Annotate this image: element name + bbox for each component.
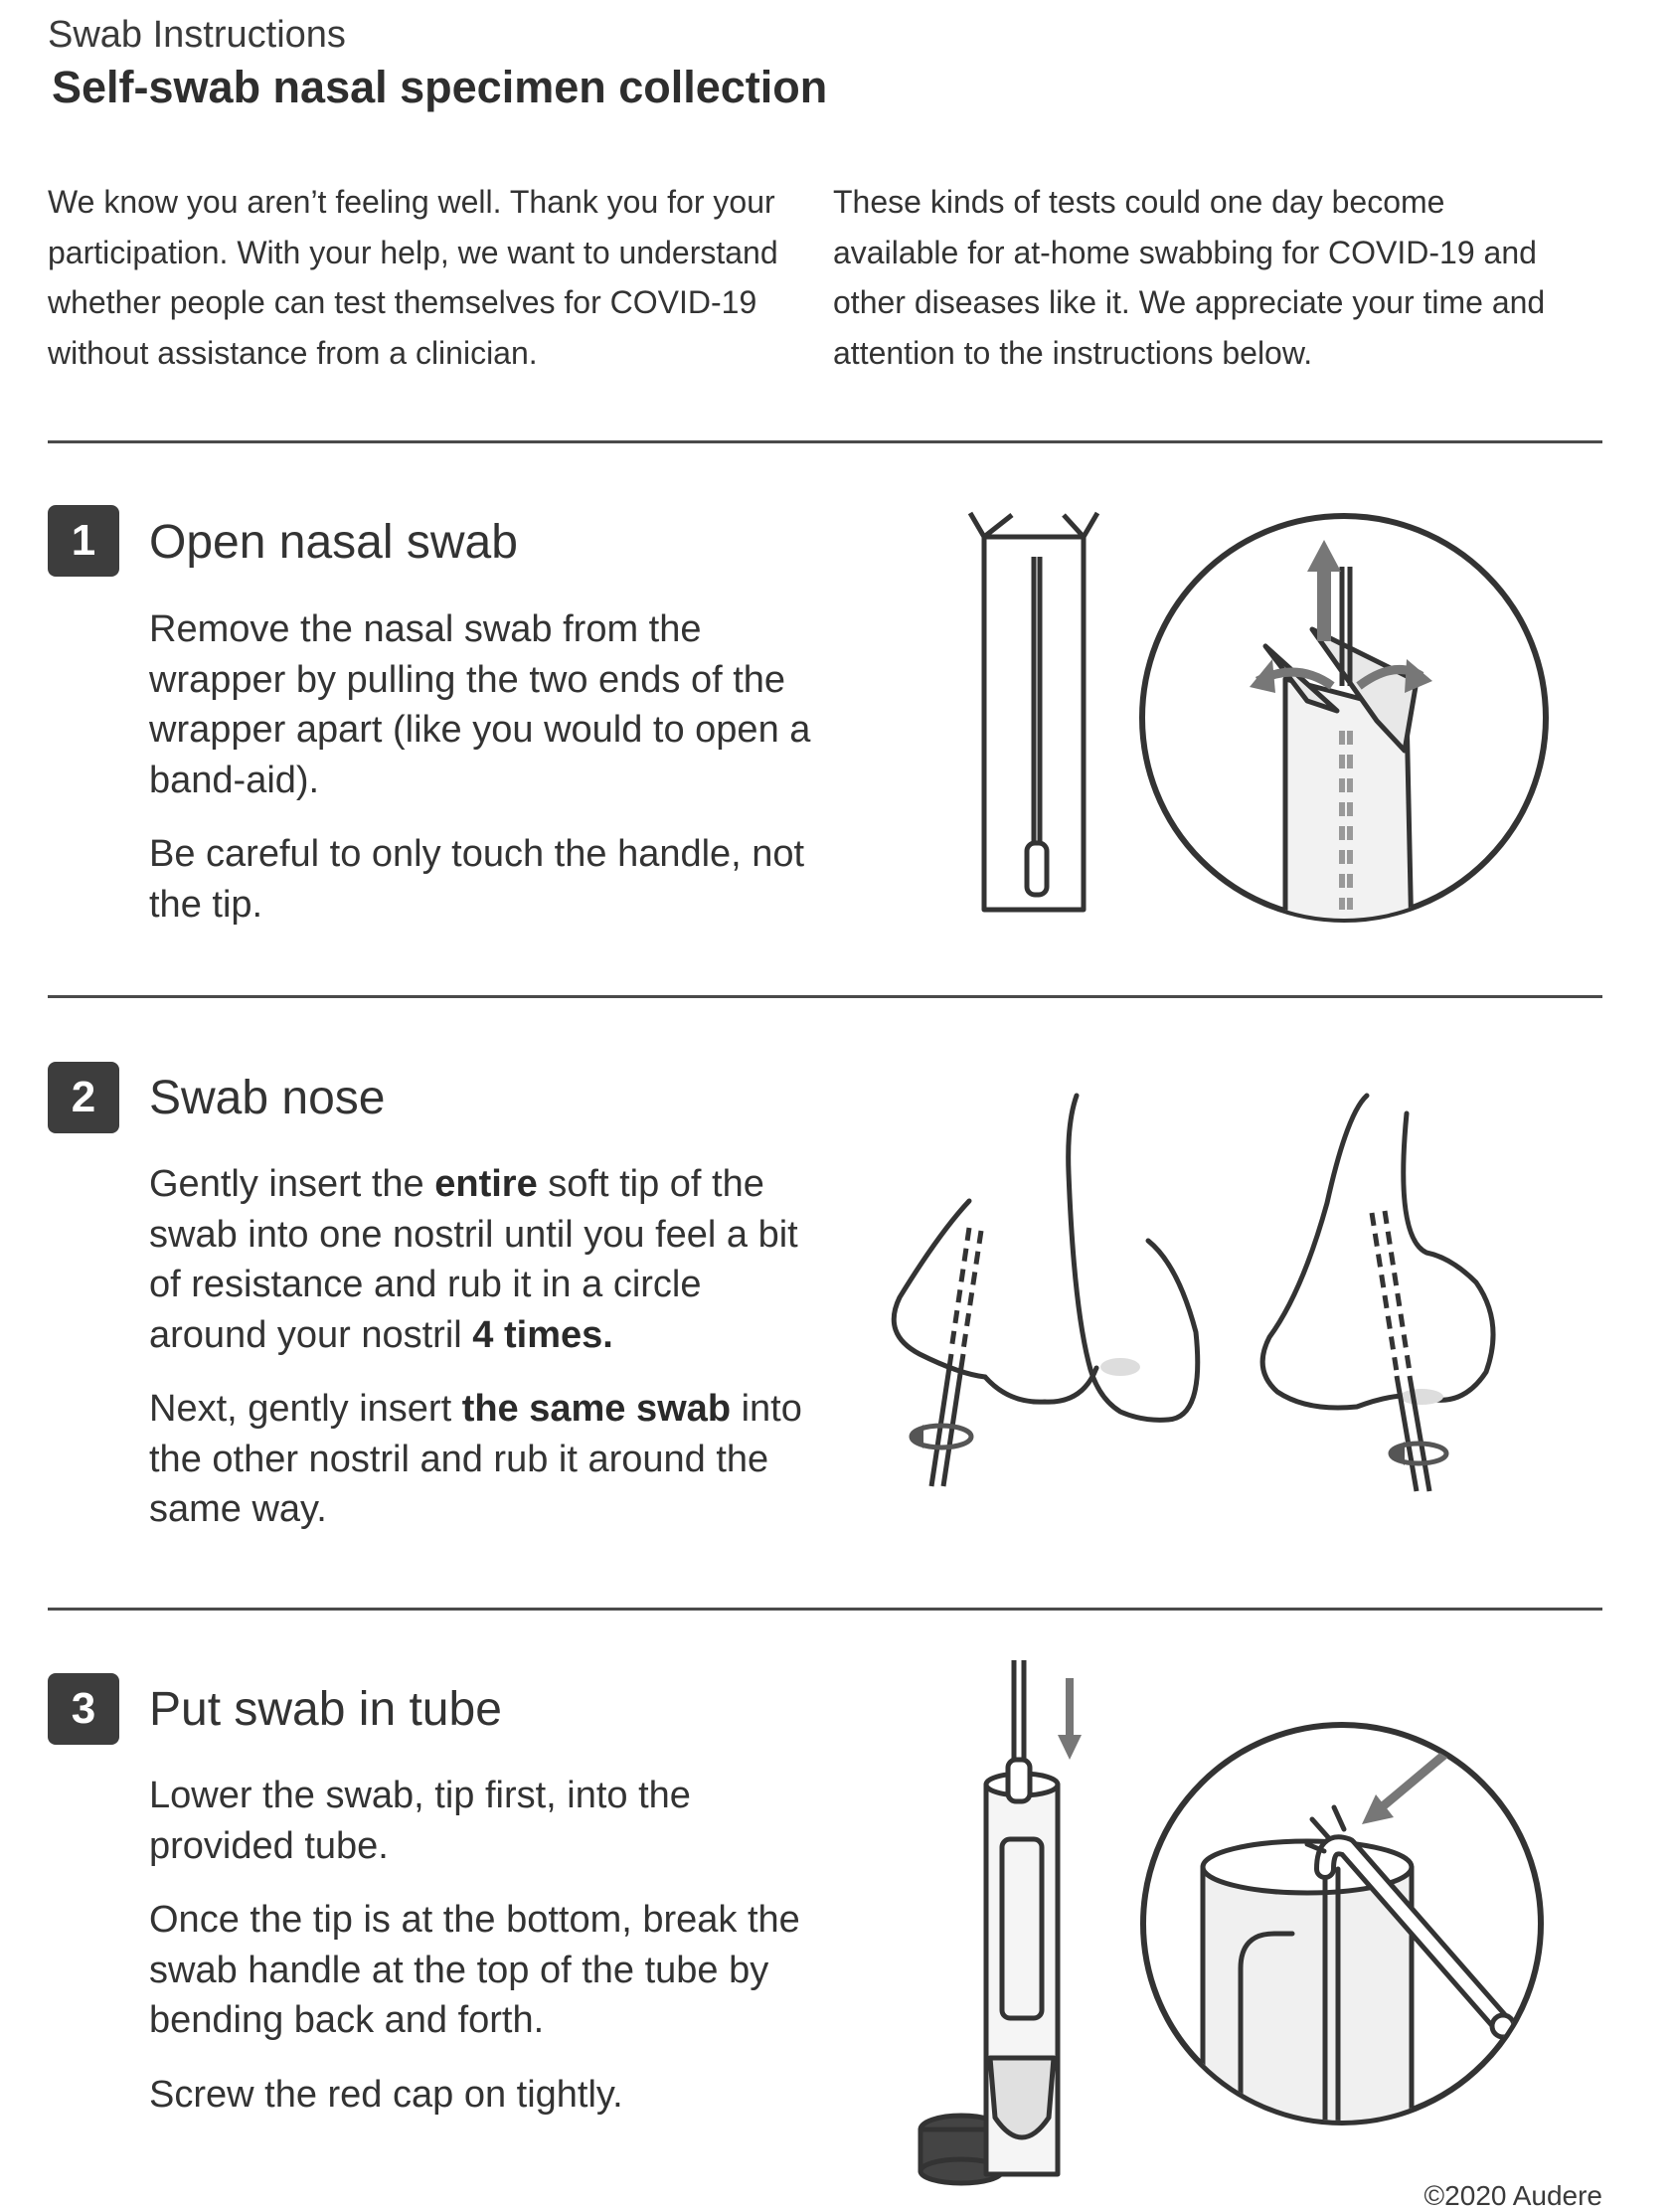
step-3-badge: 3 xyxy=(48,1673,119,1745)
step-1-paragraph xyxy=(149,829,825,930)
step-2-paragraph xyxy=(149,1384,825,1535)
document-title: Self-swab nasal specimen collection xyxy=(52,62,828,112)
step-1-paragraph xyxy=(149,604,825,805)
step-3-paragraph xyxy=(149,1771,825,1871)
step-2-text xyxy=(149,1159,825,1559)
step-3-paragraph xyxy=(149,2070,825,2121)
nose-front-illustration xyxy=(870,1094,1213,1501)
opening-wrapper-illustration xyxy=(1138,512,1551,925)
step-1-text xyxy=(149,604,825,953)
emphasis-text: 4 times. xyxy=(472,1313,613,1356)
header-label: Swab Instructions xyxy=(48,14,346,56)
body-text: Next, gently insert xyxy=(149,1388,462,1430)
emphasis-text: entire xyxy=(434,1163,538,1205)
body-text: Be careful to only touch the handle, not the tip. xyxy=(149,833,805,926)
copyright-notice: ©2020 Audere xyxy=(1423,2180,1602,2211)
step-2-paragraph xyxy=(149,1159,825,1360)
body-text: Screw the red cap on tightly. xyxy=(149,2073,623,2116)
divider xyxy=(48,995,1602,998)
body-text: into the other nostril and rub it around the same way. xyxy=(149,1388,802,1530)
breaking-swab-illustration xyxy=(1133,1720,1551,2127)
body-text: Once the tip is at the bottom, break the swab handle at the top of the tube by bending back and forth. xyxy=(149,1899,800,2041)
body-text: soft tip of the swab into one nostril until you feel a bit of resistance and rub it in a circle around your nostril xyxy=(149,1163,798,1356)
body-text: Lower the swab, tip first, into the provided tube. xyxy=(149,1775,691,1867)
step-1-title: Open nasal swab xyxy=(149,516,518,569)
nose-side-illustration xyxy=(1248,1094,1546,1501)
intro-left: We know you aren’t feeling well. Thank you for your participation. With your help, we want to understand whether people can test themselves for COVID-19 without assistance from a clinician. xyxy=(48,184,778,371)
divider xyxy=(48,1608,1602,1611)
step-3-text xyxy=(149,1771,825,2143)
body-text: Remove the nasal swab from the wrapper by pulling the two ends of the wrapper apart (like you would to open a band-aid). xyxy=(149,608,811,801)
swab-wrapper-illustration xyxy=(964,507,1113,925)
emphasis-text: the same swab xyxy=(461,1388,732,1430)
swab-in-tube-illustration xyxy=(875,1660,1108,2187)
step-2-badge: 2 xyxy=(48,1062,119,1133)
step-3-title: Put swab in tube xyxy=(149,1683,502,1736)
step-3-paragraph xyxy=(149,1895,825,2046)
divider xyxy=(48,440,1602,443)
step-2-title: Swab nose xyxy=(149,1072,386,1124)
step-1-badge: 1 xyxy=(48,505,119,577)
body-text: Gently insert the xyxy=(149,1163,435,1205)
intro-right: These kinds of tests could one day become available for at-home swabbing for COVID-19 and other diseases like it. We appreciate your time and attention to the instructions below. xyxy=(833,184,1546,371)
